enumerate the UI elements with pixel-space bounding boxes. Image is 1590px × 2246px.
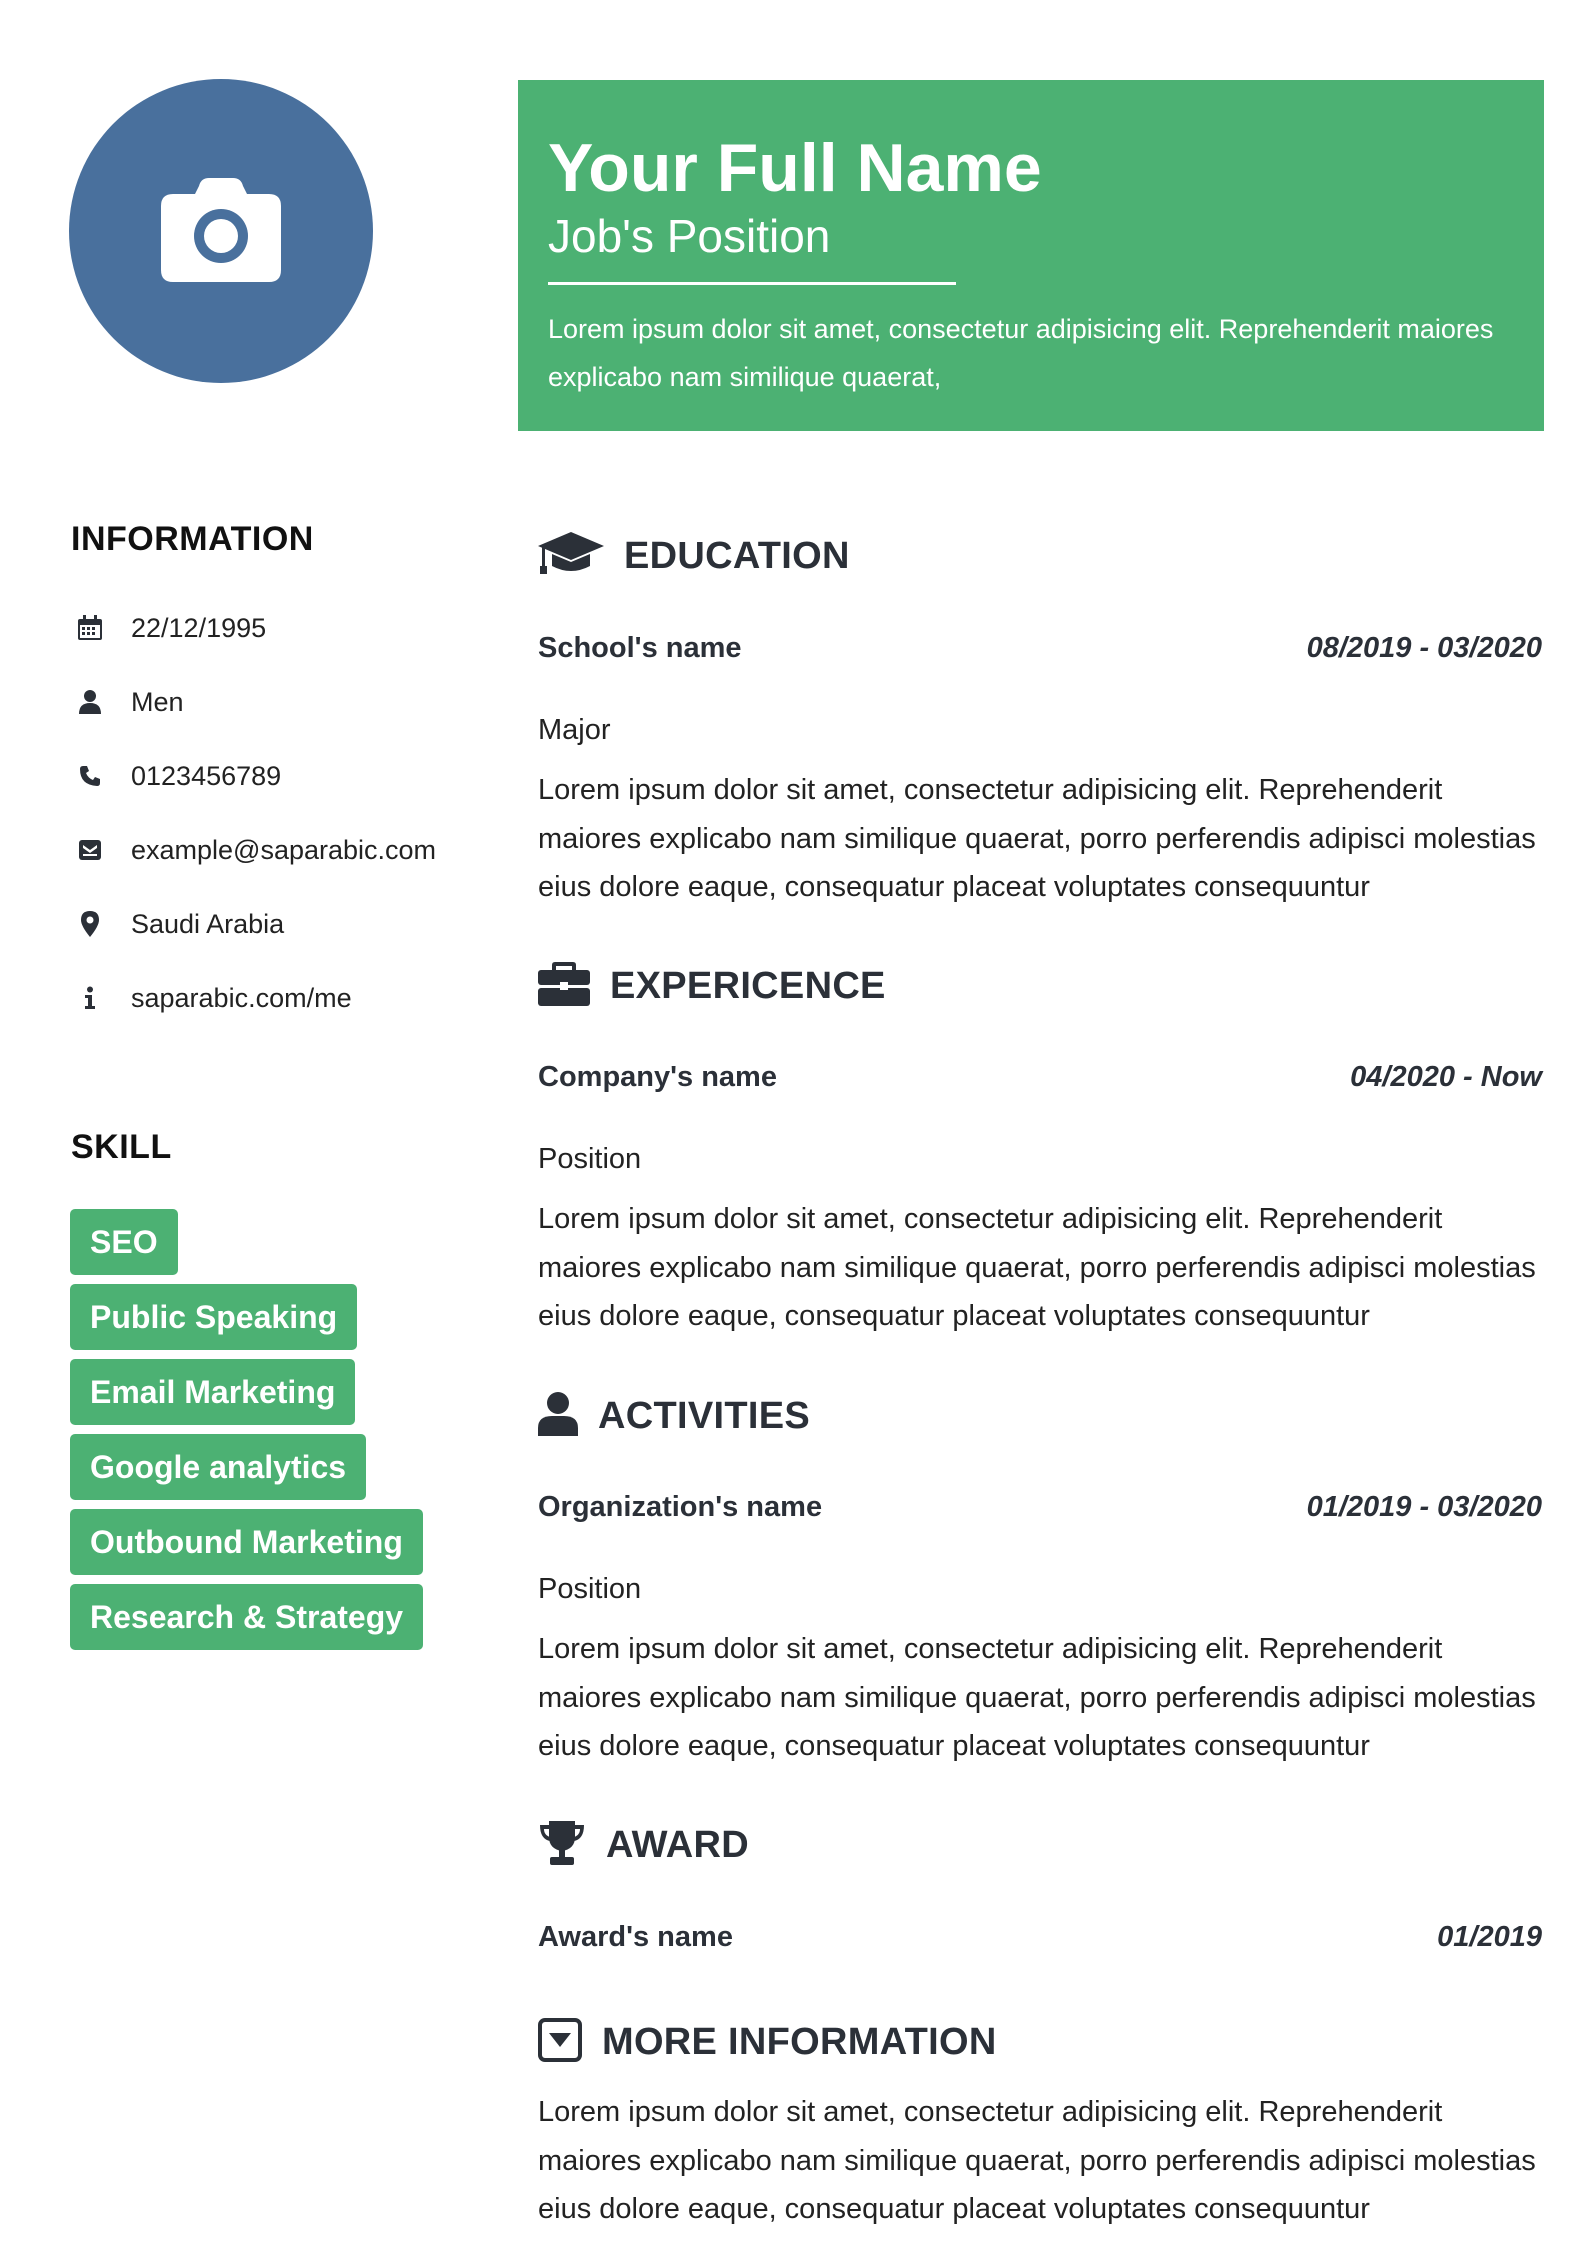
education-date: 08/2019 - 03/2020 <box>1306 632 1542 664</box>
skill-tag: Research & Strategy <box>70 1584 423 1650</box>
full-name: Your Full Name <box>548 130 1042 206</box>
experience-description: Lorem ipsum dolor sit amet, consectetur adipisicing elit. Reprehenderit maiores explicabo nam similique quaerat, porro perferendis adipisci molestias eius dolore eaque, consequatur placeat voluptates consequuntur <box>538 1203 1536 1332</box>
info-website[interactable]: saparabic.com/me <box>75 978 352 1018</box>
info-location: Saudi Arabia <box>75 904 284 944</box>
education-section-header: EDUCATION <box>538 526 850 586</box>
award-date: 01/2019 <box>1437 1921 1542 1953</box>
more-information-section-header: MORE INFORMATION <box>538 2012 997 2072</box>
award-name: Award's name <box>538 1921 733 1953</box>
experience-position: Position <box>538 1143 642 1175</box>
divider <box>548 282 956 285</box>
skill-tag: Public Speaking <box>70 1284 357 1350</box>
info-icon <box>75 983 105 1013</box>
phone-icon <box>75 761 105 791</box>
award-section-header: AWARD <box>538 1815 749 1875</box>
info-phone[interactable]: 0123456789 <box>75 756 281 796</box>
skill-tag: Email Marketing <box>70 1359 355 1425</box>
calendar-icon <box>75 613 105 643</box>
info-email[interactable]: example@saparabic.com <box>75 830 436 870</box>
school-name: School's name <box>538 632 742 664</box>
education-description: Lorem ipsum dolor sit amet, consectetur adipisicing elit. Reprehenderit maiores explicabo nam similique quaerat, porro perferendis adipisci molestias eius dolore eaque, consequatur placeat voluptates consequuntur <box>538 774 1536 903</box>
info-birthdate: 22/12/1995 <box>75 608 266 648</box>
experience-date: 04/2020 - Now <box>1350 1061 1542 1093</box>
job-position: Job's Position <box>548 210 831 262</box>
user-icon <box>538 1392 578 1441</box>
skill-tag: Outbound Marketing <box>70 1509 423 1575</box>
activities-section-header: ACTIVITIES <box>538 1386 810 1446</box>
email-icon <box>75 835 105 865</box>
skill-tag: Google analytics <box>70 1434 366 1500</box>
user-icon <box>75 687 105 717</box>
more-information-description: Lorem ipsum dolor sit amet, consectetur adipisicing elit. Reprehenderit maiores explicabo nam similique quaerat, porro perferendis adipisci molestias eius dolore eaque, consequatur placeat voluptates consequuntur <box>538 2096 1536 2225</box>
location-icon <box>75 909 105 939</box>
activities-date: 01/2019 - 03/2020 <box>1306 1491 1542 1523</box>
profile-summary: Lorem ipsum dolor sit amet, consectetur adipisicing elit. Reprehenderit maiores explicabo nam similique quaerat, <box>548 314 1494 392</box>
camera-icon <box>161 178 281 282</box>
avatar[interactable] <box>69 79 373 383</box>
skill-heading: SKILL <box>71 1128 172 1166</box>
info-gender: Men <box>75 682 184 722</box>
company-name: Company's name <box>538 1061 777 1093</box>
education-major: Major <box>538 714 611 746</box>
information-heading: INFORMATION <box>71 520 314 558</box>
activities-position: Position <box>538 1573 642 1605</box>
skill-tag: SEO <box>70 1209 178 1275</box>
experience-section-header: EXPERICENCE <box>538 956 886 1016</box>
briefcase-icon <box>538 962 590 1011</box>
trophy-icon <box>538 1821 586 1870</box>
header-banner <box>518 80 1544 431</box>
graduation-cap-icon <box>538 530 604 583</box>
organization-name: Organization's name <box>538 1491 823 1523</box>
activities-description: Lorem ipsum dolor sit amet, consectetur adipisicing elit. Reprehenderit maiores explicabo nam similique quaerat, porro perferendis adipisci molestias eius dolore eaque, consequatur placeat voluptates consequuntur <box>538 1633 1536 1762</box>
caret-square-down-icon <box>538 2018 582 2067</box>
